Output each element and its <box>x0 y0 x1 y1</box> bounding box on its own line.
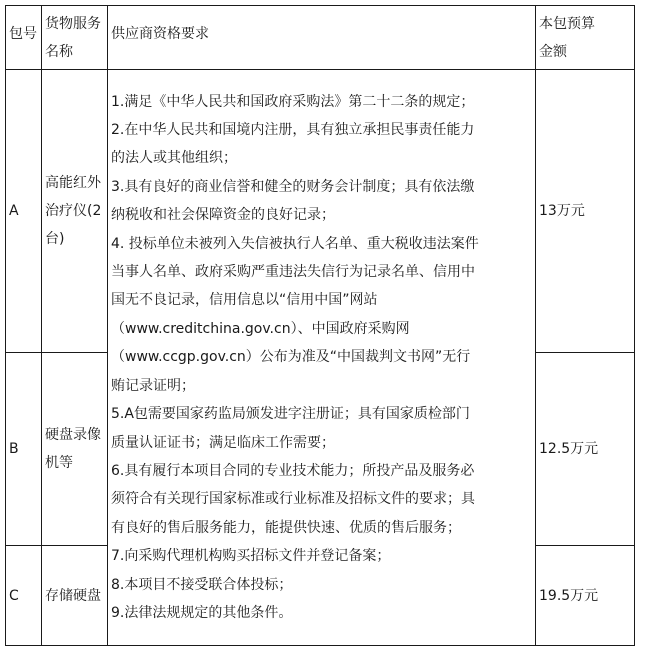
requirement-line: 须符合有关现行国家标准或行业标准及招标文件的要求；具 <box>111 491 475 508</box>
requirement-line: （www.creditchina.gov.cn）、中国政府采购网 <box>111 320 410 337</box>
requirement-line: 纳税收和社会保障资金的良好记录； <box>111 207 335 224</box>
goods-name-cell: 高能红外治疗仪(2台) <box>42 70 108 353</box>
header-budget: 本包预算 金额 <box>536 6 635 70</box>
requirement-line: 4. 投标单位未被列入失信被执行人名单、重大税收违法案件 <box>111 235 479 252</box>
package-no-cell: B <box>6 353 42 546</box>
header-package-no: 包号 <box>6 6 42 70</box>
table-row-package-a <box>6 70 635 353</box>
procurement-table-frame <box>5 5 634 646</box>
requirement-line: 国无不良记录，信用信息以“信用中国”网站 <box>111 292 378 309</box>
requirements-cell <box>108 70 536 646</box>
requirement-line: 贿记录证明； <box>111 377 195 394</box>
budget-cell: 13万元 <box>536 70 635 353</box>
requirement-line: 9.法律法规规定的其他条件。 <box>111 604 293 621</box>
header-goods-name: 货物服务 名称 <box>42 6 108 70</box>
requirement-line: 有良好的售后服务能力，能提供快速、优质的售后服务； <box>111 519 461 536</box>
requirement-line: 1.满足《中华人民共和国政府采购法》第二十二条的规定； <box>111 93 475 110</box>
requirement-line: （www.ccgp.gov.cn）公布为准及“中国裁判文书网”无行 <box>111 349 471 366</box>
requirement-line: 2.在中华人民共和国境内注册，具有独立承担民事责任能力 <box>111 122 475 139</box>
goods-name-cell: 硬盘录像机等 <box>42 353 108 546</box>
package-no-cell: C <box>6 546 42 646</box>
requirement-line: 5.A包需要国家药监局颁发进字注册证；具有国家质检部门 <box>111 406 470 423</box>
table-header-row <box>6 6 635 70</box>
requirement-line: 3.具有良好的商业信誉和健全的财务会计制度；具有依法缴 <box>111 178 475 195</box>
package-no-cell: A <box>6 70 42 353</box>
requirement-line: 质量认证证书；满足临床工作需要； <box>111 434 335 451</box>
budget-cell: 12.5万元 <box>536 353 635 546</box>
procurement-table <box>5 5 635 646</box>
requirement-line: 当事人名单、政府采购严重违法失信行为记录名单、信用中 <box>111 264 475 281</box>
header-requirements: 供应商资格要求 <box>108 6 536 70</box>
requirement-line: 8.本项目不接受联合体投标； <box>111 576 293 593</box>
requirement-line: 的法人或其他组织； <box>111 150 237 167</box>
goods-name-cell: 存储硬盘 <box>42 546 108 646</box>
budget-cell: 19.5万元 <box>536 546 635 646</box>
requirement-line: 7.向采购代理机构购买招标文件并登记备案； <box>111 548 391 565</box>
requirement-line: 6.具有履行本项目合同的专业技术能力；所投产品及服务必 <box>111 462 475 479</box>
